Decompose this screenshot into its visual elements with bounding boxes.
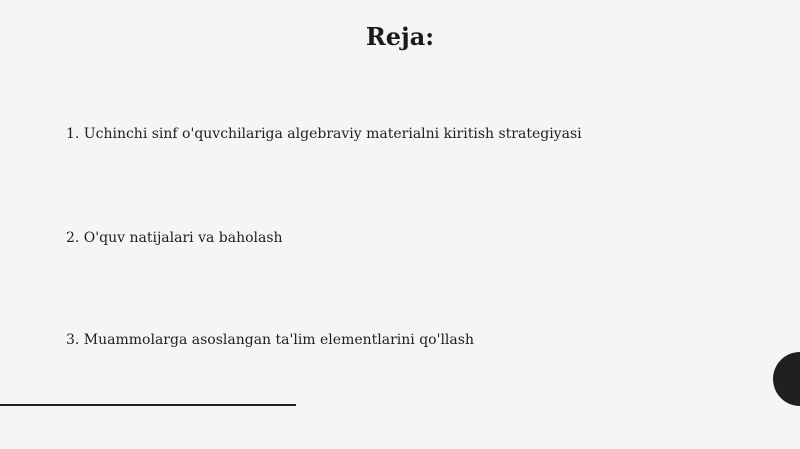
decorative-divider-line — [0, 404, 296, 406]
plan-item-1: 1. Uchinchi sinf o'quvchilariga algebraviy materialni kiritish strategiyasi — [66, 126, 582, 142]
plan-item-2: 2. O'quv natijalari va baholash — [66, 230, 283, 246]
slide-title: Reja: — [365, 22, 435, 51]
decorative-circle-icon — [773, 352, 800, 406]
plan-item-3: 3. Muammolarga asoslangan ta'lim elementlarini qo'llash — [66, 332, 474, 348]
